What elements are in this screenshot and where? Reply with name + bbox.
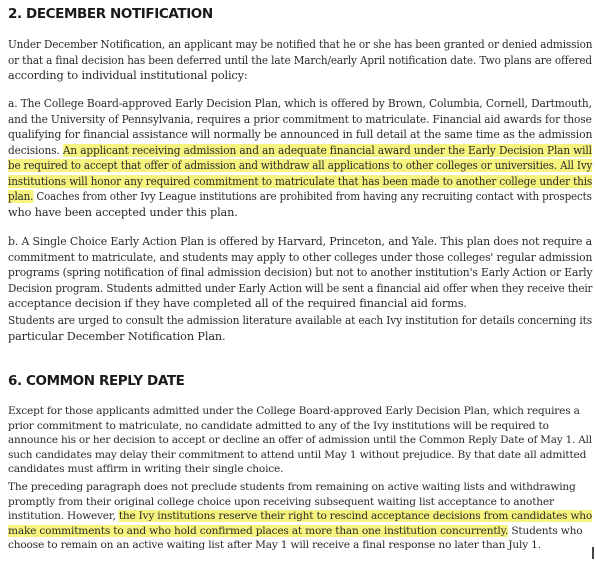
text-line: acceptance decision if they have completed all of the required financial aid forms.: [8, 297, 467, 310]
highlighted-text: institutions will honor any required commitment to matriculate that has been made to another college under this: [8, 174, 593, 188]
text-line: who have been accepted under this plan.: [8, 205, 238, 219]
text-line: choose to remain on an active waiting list after May 1 will receive a final response no later than July 1.: [8, 539, 541, 552]
text-line: particular December Notification Plan.: [8, 329, 226, 343]
text-segment: Students who: [508, 524, 583, 537]
text-line: qualifying for financial assistance will normally be announced in full detail at the same time as the admission: [8, 128, 593, 141]
text-line: b. A Single Choice Early Action Plan is offered by Harvard, Princeton, and Yale. This plan does not require a: [8, 235, 593, 248]
section-heading-common-reply-date: 6. COMMON REPLY DATE: [8, 373, 185, 389]
text-segment: Coaches from other Ivy League institutions are prohibited from having any recruiting contact with prospects: [33, 190, 592, 203]
section-heading-december-notification: 2. DECEMBER NOTIFICATION: [8, 6, 213, 22]
text-line: Students are urged to consult the admission literature available at each Ivy institution for details concerning its: [8, 314, 592, 327]
text-line: candidates must affirm in writing their single choice.: [8, 463, 284, 476]
text-segment: institution. However,: [8, 510, 119, 523]
text-line: programs (spring notification of final admission decision) but not to another institution's Early Action or Early: [8, 266, 593, 279]
paragraph-preceding: [8, 480, 595, 553]
text-line: [8, 158, 592, 174]
paragraph-students-urged: [8, 313, 596, 344]
paragraph-except: [8, 404, 596, 477]
text-line: [8, 174, 592, 190]
text-line: according to individual institutional policy:: [8, 69, 248, 82]
text-line: [8, 143, 592, 159]
text-line: such candidates may delay their commitment to attend until May 1 without prejudice. By that date all admitted: [8, 448, 587, 461]
text-line: Under December Notification, an applicant may be notified that he or she has been granted or denied admission: [8, 38, 593, 51]
highlighted-text: the Ivy institutions reserve their right to rescind acceptance decisions from candidates who: [118, 510, 593, 523]
highlighted-text: be required to accept that offer of admission and withdraw all applications to other colleges or universities. All Ivy: [8, 159, 593, 172]
highlighted-text: An applicant receiving admission and an adequate financial award under the Early Decision Plan will: [62, 143, 592, 157]
text-line: The preceding paragraph does not preclude students from remaining on active waiting lists and withdrawing: [8, 481, 576, 493]
text-line: announce his or her decision to accept or decline an offer of admission until the Common Reply Date of May 1. All: [8, 434, 592, 447]
highlighted-text: plan.: [8, 190, 34, 203]
text-line: prior commitment to matriculate, no candidate admitted to any of the Ivy institutions will be required to: [8, 419, 549, 432]
text-line: or that a final decision has been deferred until the late March/early April notification date. Two plans are offered: [8, 53, 592, 67]
paragraph-single-choice-early-action: [8, 234, 596, 312]
paragraph-early-decision: [8, 96, 596, 220]
text-line: Decision program. Students admitted under Early Action will be sent a financial aid offer when they receive their: [8, 281, 593, 295]
text-line: a. The College Board-approved Early Decision Plan, which is offered by Brown, Columbia, Cornell, Dartmouth,: [8, 97, 592, 110]
text-line: promptly from their original college choice upon receiving subsequent waiting list acceptance to another: [8, 495, 554, 508]
text-line: Except for those applicants admitted under the College Board-approved Early Decision Plan, which requires a: [8, 405, 580, 417]
text-line: commitment to matriculate, and students may apply to other colleges under those colleges' regular admission: [8, 250, 593, 264]
scroll-edge-mark: [592, 547, 594, 559]
highlighted-text: make commitments to and who hold confirmed places at more than one institution concurrently.: [8, 524, 509, 537]
text-line: and the University of Pennsylvania, requires a prior commitment to matriculate. Financial aid awards for those: [8, 112, 592, 126]
text-segment: decisions.: [8, 143, 63, 157]
text-line: [8, 189, 592, 205]
paragraph-intro: [8, 37, 596, 84]
text-line: [8, 509, 592, 524]
text-line: [8, 524, 582, 539]
